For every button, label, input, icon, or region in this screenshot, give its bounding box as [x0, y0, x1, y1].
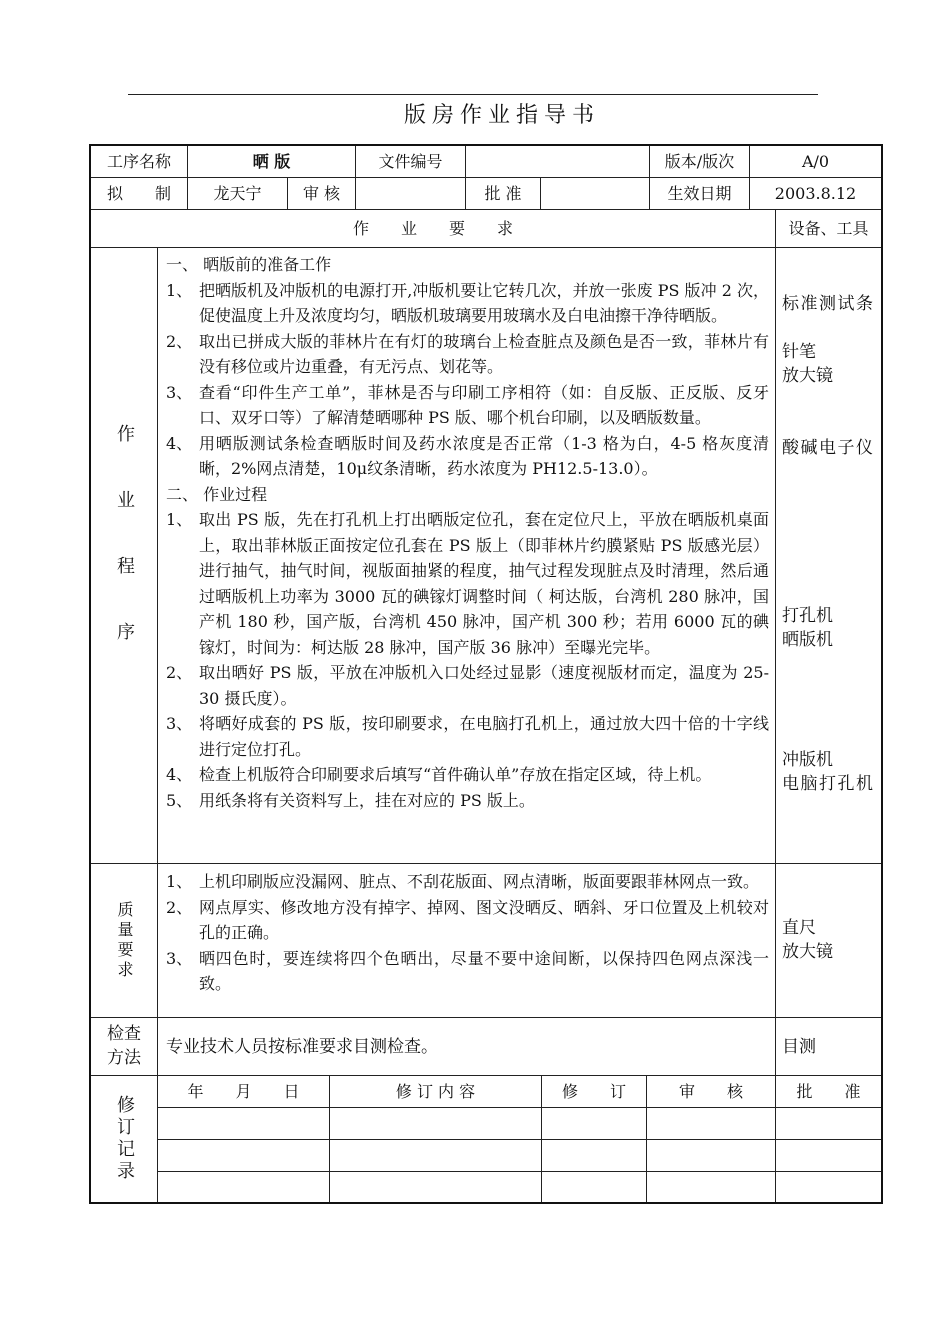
revision-col-revise: 修 订 [542, 1076, 647, 1108]
revision-cell [330, 1140, 542, 1172]
procedure-heading-prep: 一、 晒版前的准备工作 [166, 255, 332, 274]
revision-cell [542, 1172, 647, 1202]
list-item: 1、 上机印刷版应没漏网、脏点、不刮花版面、网点清晰，版面要跟菲林网点一致。 [166, 872, 760, 891]
quality-content [158, 864, 776, 1018]
list-item: 3、 晒四色时，要连续将四个色晒出，尽量不要中途间断，以保持四色网点深浅一致。 [166, 948, 769, 993]
inspection-label [91, 1018, 158, 1076]
process-name-label: 工序名称 [91, 146, 188, 178]
quality-label: 质量要求 [115, 900, 134, 981]
revision-cell [158, 1172, 330, 1202]
revision-cell [776, 1108, 881, 1140]
revision-label: 修订记录 [114, 1095, 135, 1183]
revision-cell [542, 1108, 647, 1140]
revision-cell [647, 1140, 776, 1172]
list-item: 3、 将晒好成套的 PS 版，按印刷要求，在电脑打孔机上，通过放大四十倍的十字线进行定位打孔。 [166, 714, 769, 759]
equipment-tools-heading: 设备、工具 [776, 210, 881, 248]
approver-value [541, 178, 650, 210]
tool-magnifier: 放大镜 [782, 366, 833, 386]
list-item: 2、 取出已拼成大版的菲林片在有灯的玻璃台上检查脏点及颜色是否一致，菲林片有没有移位或片边重叠，有无污点、划花等。 [166, 331, 769, 376]
list-item: 2、 取出晒好 PS 版，平放在冲版机入口处经过显影（速度视版材而定，温度为 25-30 摄氏度）。 [166, 663, 769, 708]
version-value: A/0 [750, 146, 881, 178]
header-rule [128, 94, 818, 95]
list-item: 4、 检查上机版符合印刷要求后填写“首件确认单”存放在指定区域，待上机。 [166, 765, 712, 784]
tool-processor: 冲版机 [782, 750, 833, 770]
document-number-label: 文件编号 [356, 146, 466, 178]
instruction-table [89, 144, 883, 1204]
work-requirements-heading: 作 业 要 求 [91, 210, 776, 248]
effective-date-value: 2003.8.12 [750, 178, 881, 210]
effective-date-label: 生效日期 [650, 178, 750, 210]
tool-test-strip: 标准测试条 [782, 294, 873, 314]
reviewer-label: 审 核 [288, 178, 356, 210]
revision-cell [647, 1108, 776, 1140]
tool-ph-meter: 酸碱电子仪 [782, 438, 873, 458]
list-item: 1、 把晒版机及冲版机的电源打开,冲版机要让它转几次，并放一张废 PS 版冲 2 次，促使温度上升及浓度均匀，晒版机玻璃要用玻璃水及白电油擦干净待晒版。 [166, 280, 769, 325]
tool-needle-pen: 针笔 [782, 342, 816, 362]
tool-computer-punch: 电脑打孔机 [782, 774, 873, 794]
procedure-label: 作业程序 [114, 423, 135, 688]
reviewer-value [356, 178, 466, 210]
revision-cell [330, 1172, 542, 1202]
procedure-heading-process: 二、 作业过程 [166, 484, 268, 504]
quality-tools [776, 864, 881, 1018]
revision-cell [542, 1140, 647, 1172]
procedure-label-cell [91, 248, 158, 864]
procedure-content [158, 248, 776, 864]
revision-col-date: 年 月 日 [158, 1076, 330, 1108]
document-title: 版房作业指导书 [403, 103, 600, 128]
tool-magnifier-2: 放大镜 [782, 942, 833, 962]
inspection-label-line1: 检查 [107, 1024, 141, 1044]
revision-cell [330, 1108, 542, 1140]
revision-label-cell [91, 1076, 158, 1202]
document-number-value [466, 146, 650, 178]
version-label: 版本/版次 [650, 146, 750, 178]
list-item: 1、 取出 PS 版，先在打孔机上打出晒版定位孔，套在定位尺上，平放在晒版机桌面上，取出菲林版正面按定位孔套在 PS 版上（即菲林片约膜紧贴 PS 版感光层）进行抽气，抽气时间，视版面抽紧的程度，抽气过程发现脏点及时清理，然后通过晒版机上功率为 3000 瓦的碘镓灯调整时间（ 柯达版，台湾机 280 脉冲，国产机 180 秒，国产版，台湾机 450 脉冲，国产机 300 秒；若用 6000 瓦的碘镓灯，时间为：柯达版 28 脉冲，国产版 36 脉冲）至曝光完毕。 [166, 510, 769, 657]
list-item: 4、 用晒版测试条检查晒版时间及药水浓度是否正常（1-3 格为白，4-5 格灰度清晰，2%网点清楚，10μ纹条清晰，药水浓度为 PH12.5-13.0）。 [166, 433, 769, 478]
tool-exposure-unit: 晒版机 [782, 630, 833, 650]
drafter-value: 龙天宁 [188, 178, 288, 210]
quality-label-cell [91, 864, 158, 1018]
procedure-tools [776, 248, 881, 864]
tool-ruler: 直尺 [782, 918, 816, 938]
inspection-tool: 目测 [776, 1018, 881, 1076]
inspection-method: 专业技术人员按标准要求目测检查。 [158, 1018, 776, 1076]
process-name-value: 晒 版 [188, 146, 356, 178]
revision-cell [776, 1140, 881, 1172]
approver-label: 批 准 [466, 178, 541, 210]
list-item: 2、 网点厚实、修改地方没有掉字、掉网、图文没晒反、晒斜、牙口位置及上机较对孔的正确。 [166, 897, 769, 942]
revision-cell [776, 1172, 881, 1202]
revision-cell [158, 1140, 330, 1172]
revision-cell [158, 1108, 330, 1140]
drafter-label: 拟 制 [91, 178, 188, 210]
revision-col-approve: 批 准 [776, 1076, 881, 1108]
list-item: 5、 用纸条将有关资料写上，挂在对应的 PS 版上。 [166, 790, 535, 810]
list-item: 3、 查看“印件生产工单”，菲林是否与印刷工序相符（如：自反版、正反版、反牙口、双牙口等）了解清楚晒哪种 PS 版、哪个机台印刷，以及晒版数量。 [166, 382, 769, 427]
inspection-label-line2: 方法 [107, 1048, 141, 1068]
tool-punch-machine: 打孔机 [782, 606, 833, 626]
revision-col-review: 审 核 [647, 1076, 776, 1108]
revision-cell [647, 1172, 776, 1202]
revision-col-content: 修 订 内 容 [330, 1076, 542, 1108]
